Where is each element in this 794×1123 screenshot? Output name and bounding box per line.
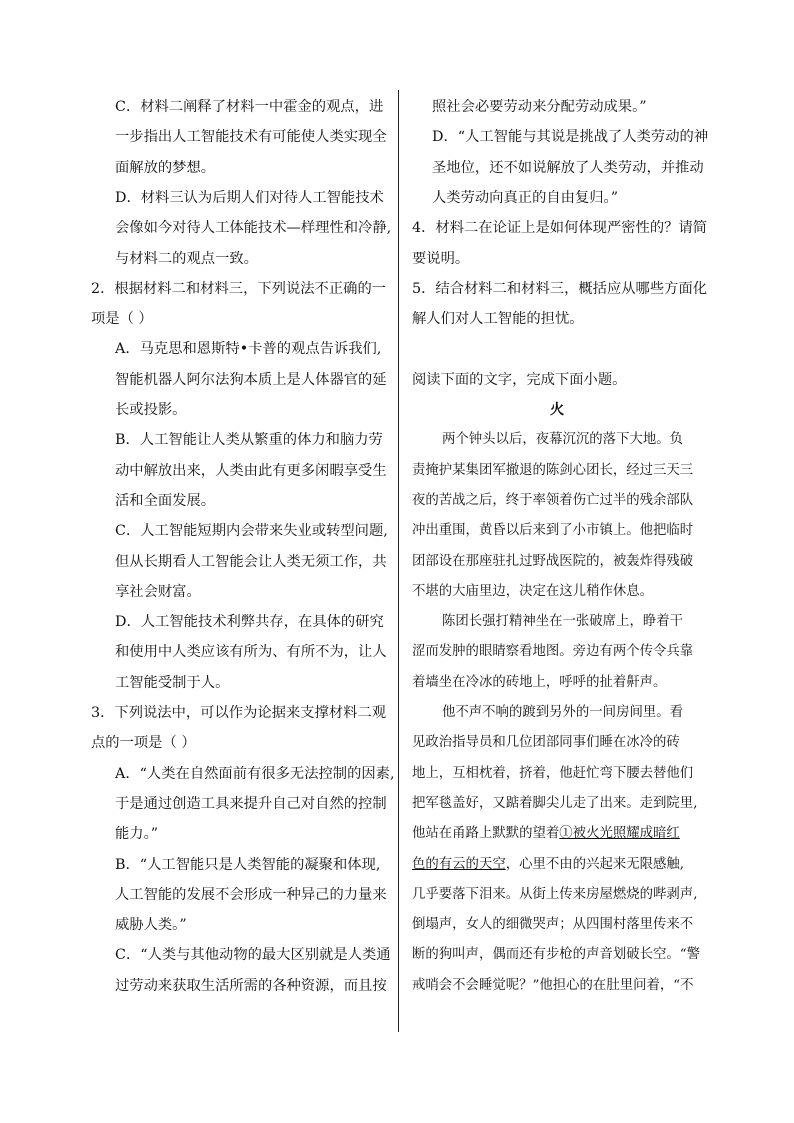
passage-title: 火 — [549, 402, 565, 418]
text-line: 照社会必要劳动来分配劳动成果。” — [432, 99, 647, 115]
passage-line: 断的狗叫声，偶而还有步枪的声音划破长空。“警 — [412, 947, 701, 963]
passage-line: 戒哨会不会睡觉呢？”他担心的在肚里问着，“不 — [412, 977, 694, 993]
passage-line: 两个钟头以后，夜幕沉沉的落下大地。负 — [442, 432, 684, 448]
passage-line: 着墙坐在冷冰的砖地上，呼呼的扯着鼾声。 — [412, 674, 667, 690]
passage-line: 责掩护某集团军撤退的陈剑心团长，经过三天三 — [412, 462, 694, 478]
passage-line: 他不声不响的踱到另外的一间房间里。看 — [442, 705, 684, 720]
text-line: 享社会财富。 — [115, 583, 201, 600]
text-line: 圣地位，还不如说解放了人类劳动，并推动 — [432, 159, 704, 176]
text-line: 2．根据材料二和材料三，下列说法不正确的一 — [91, 280, 387, 297]
text-line: 5．结合材料二和材料三，概括应从哪些方面化 — [412, 280, 708, 297]
text-line: 3．下列说法中，可以作为论据来支撑材料二观 — [91, 705, 387, 721]
text-line: 但从长期看人工智能会让人类无须工作，共 — [115, 553, 387, 570]
column-divider — [398, 90, 399, 1032]
passage-line: 冲出重围，黄昏以后来到了小市镇上。他把临时 — [412, 523, 694, 539]
text-line: C．“人类与其他动物的最大区别就是人类通 — [115, 947, 391, 964]
text-line: C．人工智能短期内会带来失业或转型问题, — [115, 523, 388, 540]
text-line: 长或投影。 — [115, 402, 187, 418]
text-line: 和使用中人类应该有所为、有所不为，让人 — [115, 644, 387, 661]
passage-line: 把军毯盖好，又踮着脚尖儿走了出来。走到院里, — [412, 795, 698, 811]
passage-line: 团部设在那座驻扎过野战医院的，被轰炸得残破 — [412, 553, 694, 569]
passage-line: 夜的苦战之后，终于率领着伤亡过半的残余部队 — [412, 492, 694, 508]
text-line: A．马克思和恩斯特•卡普的观点告诉我们, — [115, 341, 382, 358]
text-line: 项是（ ） — [91, 311, 153, 328]
passage-line: 不堪的大庙里边，决定在这儿稍作休息。 — [412, 583, 654, 599]
text-line: 会像如今对待人工体能技术—样理性和冷静, — [115, 220, 392, 237]
passage-line: 倒塌声，女人的细微哭声；从四围村落里传来不 — [412, 917, 694, 933]
passage-line: 涩而发肿的眼睛察看地图。旁边有两个传令兵靠 — [412, 644, 694, 660]
text-line: 要说明。 — [412, 250, 470, 267]
text-line: 能力。” — [115, 826, 159, 843]
text-line: 动中解放出来，人类由此有更多闲暇享受生 — [115, 462, 387, 479]
text-line: 与材料二的观点一致。 — [115, 250, 258, 267]
passage-line: 他站在甬路上默默的望着①被火光照耀成暗红 — [412, 826, 680, 842]
text-line: A．“人类在自然面前有很多无法控制的因素, — [115, 765, 395, 782]
text-line: 解人们对人工智能的担忧。 — [412, 311, 584, 328]
text-line: B．人工智能让人类从繁重的体力和脑力劳 — [115, 432, 383, 449]
text-line: D．“人工智能与其说是挑战了人类劳动的神 — [432, 129, 709, 146]
text-line: 一步指出人工智能技术有可能使人类实现全 — [115, 129, 387, 146]
text-line: 过劳动来获取生活所需的各种资源，而且按 — [115, 977, 387, 994]
text-line: D．材料三认为后期人们对待人工智能技术 — [115, 189, 384, 206]
text-line: C．材料二阐释了材料一中霍金的观点，进 — [115, 99, 384, 115]
passage-line: 色的有云的天空，心里不由的兴起来无限感触, — [412, 856, 685, 872]
passage-line: 陈团长强打精神坐在一张破席上，睁着干 — [442, 614, 684, 630]
text-line: 工智能受制于人。 — [115, 674, 230, 691]
text-line: 4．材料二在论证上是如何体现严密性的？请简 — [412, 220, 708, 237]
text-line: B．“人工智能只是人类智能的凝聚和体现, — [115, 856, 381, 873]
text-line: 人工智能的发展不会形成一种异己的力量来 — [115, 886, 387, 903]
passage-line: 地上，互相枕着，挤着，他赶忙弯下腰去替他们 — [412, 765, 694, 781]
text-line: D．人工智能技术利弊共存，在具体的研究 — [115, 614, 384, 631]
text-line: 阅读下面的文字，完成下面小题。 — [412, 371, 627, 388]
text-line: 智能机器人阿尔法狗本质上是人体器官的延 — [115, 371, 387, 388]
text-line: 人类劳动向真正的自由复归。” — [432, 189, 619, 206]
text-line: 威胁人类。” — [115, 917, 187, 934]
text-line: 点的一项是（ ） — [91, 735, 196, 752]
text-line: 活和全面发展。 — [115, 492, 216, 509]
text-line: 面解放的梦想。 — [115, 159, 216, 176]
passage-line: 几乎要落下泪来。从街上传来房屋燃烧的哔剥声, — [412, 886, 698, 902]
text-line: 于是通过创造工具来提升自己对自然的控制 — [115, 795, 387, 812]
passage-line: 见政治指导员和几位团部同事们睡在冰冷的砖 — [412, 735, 680, 751]
